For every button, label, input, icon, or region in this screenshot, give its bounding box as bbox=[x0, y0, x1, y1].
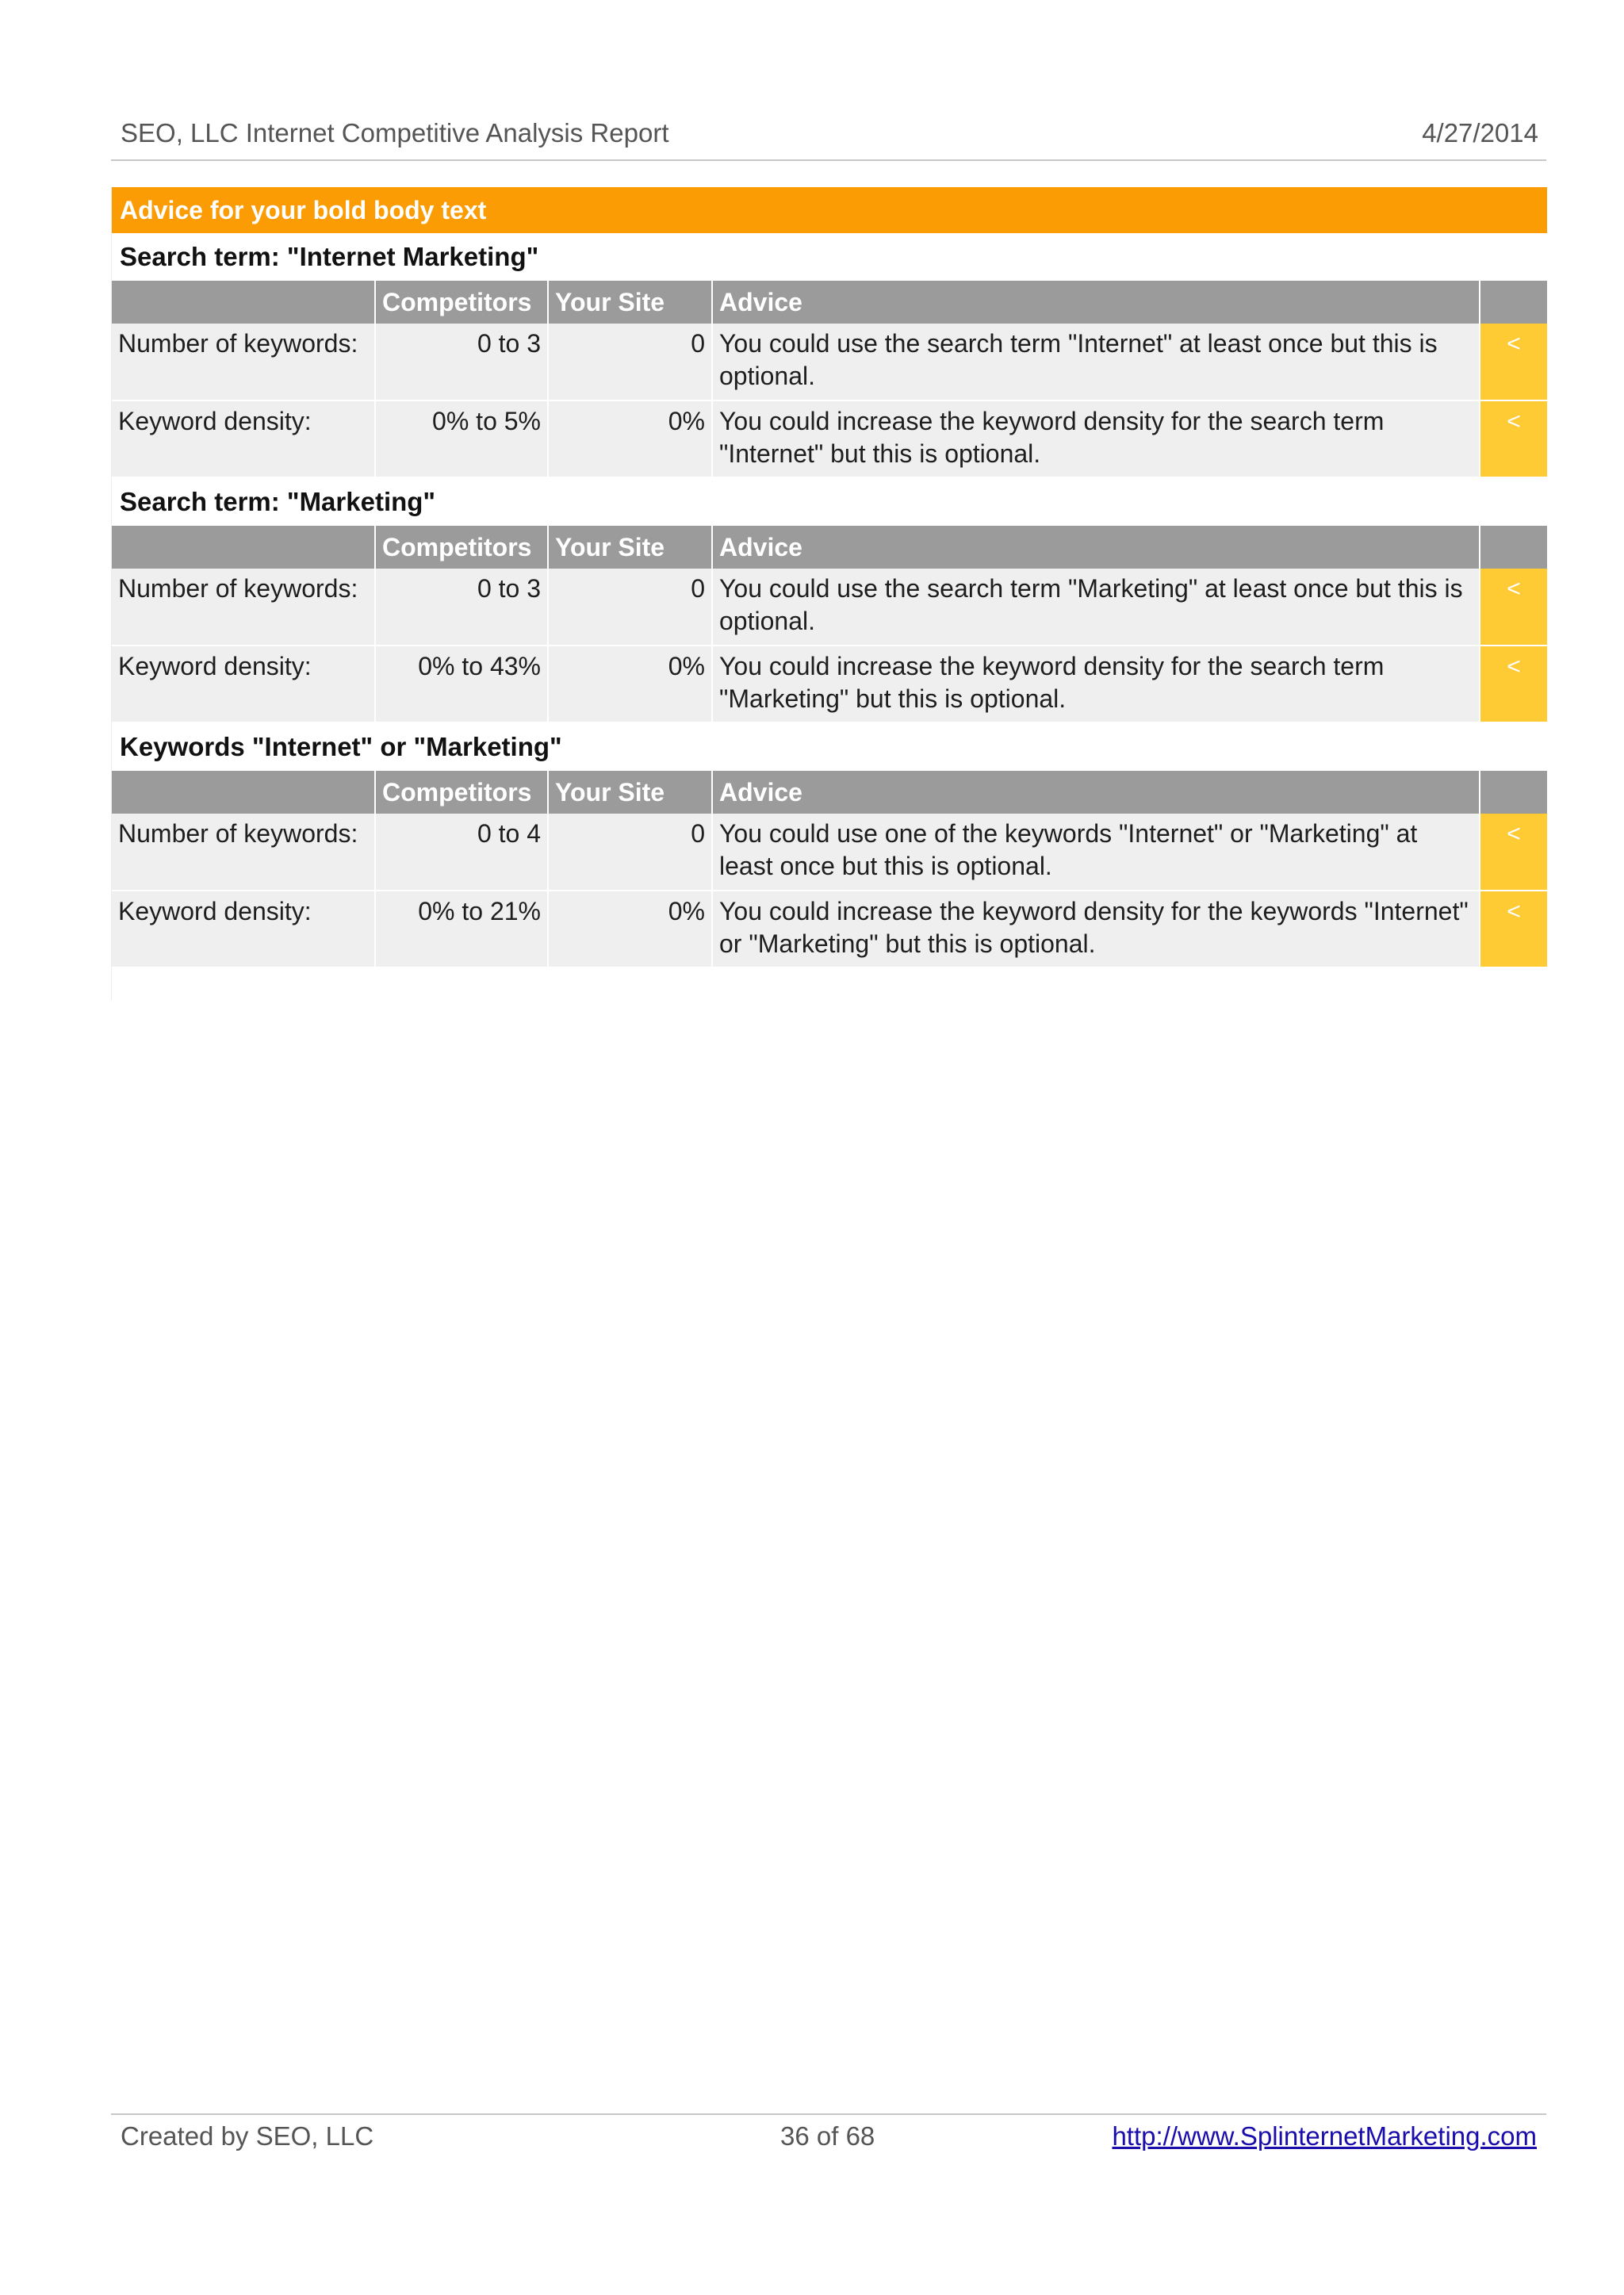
column-header-competitors: Competitors bbox=[375, 526, 548, 569]
column-header-label bbox=[112, 771, 375, 814]
row-label: Keyword density: bbox=[112, 646, 375, 722]
section-heading: Search term: "Marketing" bbox=[120, 487, 436, 516]
section-marketing bbox=[112, 478, 1547, 723]
column-header-flag bbox=[1480, 771, 1547, 814]
column-header-advice: Advice bbox=[712, 771, 1480, 814]
advice-text: You could increase the keyword density for the search term "Marketing" but this is optional. bbox=[712, 646, 1480, 722]
row-label: Number of keywords: bbox=[112, 324, 375, 400]
column-header-advice: Advice bbox=[712, 526, 1480, 569]
status-flag: < bbox=[1480, 400, 1547, 477]
table-row bbox=[112, 891, 1547, 967]
competitors-value: 0 to 4 bbox=[375, 814, 548, 891]
report-title: SEO, LLC Internet Competitive Analysis Report bbox=[121, 118, 669, 148]
section-internet-marketing bbox=[112, 233, 1547, 478]
page-footer bbox=[111, 2113, 1546, 2170]
page-number: 36 of 68 bbox=[780, 2121, 875, 2151]
table-header-row bbox=[112, 526, 1547, 569]
website-link[interactable]: http://www.SplinternetMarketing.com bbox=[1112, 2121, 1537, 2151]
metrics-table bbox=[112, 526, 1547, 723]
column-header-competitors: Competitors bbox=[375, 771, 548, 814]
status-flag: < bbox=[1480, 569, 1547, 646]
competitors-value: 0 to 3 bbox=[375, 569, 548, 646]
column-header-label bbox=[112, 281, 375, 324]
table-row bbox=[112, 646, 1547, 722]
your-site-value: 0% bbox=[548, 646, 712, 722]
advice-text: You could increase the keyword density for the keywords "Internet" or "Marketing" but this is optional. bbox=[712, 891, 1480, 967]
column-header-label bbox=[112, 526, 375, 569]
report-banner: Advice for your bold body text bbox=[112, 187, 1547, 233]
created-by-text: Created by SEO, LLC bbox=[121, 2121, 374, 2151]
column-header-your-site: Your Site bbox=[548, 771, 712, 814]
row-label: Number of keywords: bbox=[112, 569, 375, 646]
your-site-value: 0 bbox=[548, 324, 712, 400]
advice-text: You could use the search term "Internet" at least once but this is optional. bbox=[712, 324, 1480, 400]
row-label: Keyword density: bbox=[112, 400, 375, 477]
advice-text: You could use the search term "Marketing" at least once but this is optional. bbox=[712, 569, 1480, 646]
metrics-table bbox=[112, 281, 1547, 478]
table-row bbox=[112, 569, 1547, 646]
your-site-value: 0 bbox=[548, 569, 712, 646]
competitors-value: 0% to 43% bbox=[375, 646, 548, 722]
section-internet-or-marketing bbox=[112, 723, 1547, 968]
metrics-table bbox=[112, 771, 1547, 968]
table-header-row bbox=[112, 281, 1547, 324]
row-label: Keyword density: bbox=[112, 891, 375, 967]
table-row bbox=[112, 400, 1547, 477]
table-row bbox=[112, 324, 1547, 400]
section-heading: Keywords "Internet" or "Marketing" bbox=[120, 732, 562, 761]
report-panel bbox=[111, 187, 1547, 1000]
column-header-competitors: Competitors bbox=[375, 281, 548, 324]
status-flag: < bbox=[1480, 324, 1547, 400]
page-header bbox=[111, 115, 1546, 161]
status-flag: < bbox=[1480, 891, 1547, 967]
your-site-value: 0% bbox=[548, 891, 712, 967]
status-flag: < bbox=[1480, 814, 1547, 891]
section-heading: Search term: "Internet Marketing" bbox=[120, 242, 539, 271]
table-row bbox=[112, 814, 1547, 891]
competitors-value: 0% to 5% bbox=[375, 400, 548, 477]
column-header-your-site: Your Site bbox=[548, 281, 712, 324]
row-label: Number of keywords: bbox=[112, 814, 375, 891]
report-date: 4/27/2014 bbox=[1422, 118, 1538, 148]
your-site-value: 0% bbox=[548, 400, 712, 477]
column-header-your-site: Your Site bbox=[548, 526, 712, 569]
your-site-value: 0 bbox=[548, 814, 712, 891]
column-header-advice: Advice bbox=[712, 281, 1480, 324]
column-header-flag bbox=[1480, 526, 1547, 569]
advice-text: You could increase the keyword density for the search term "Internet" but this is optional. bbox=[712, 400, 1480, 477]
table-header-row bbox=[112, 771, 1547, 814]
status-flag: < bbox=[1480, 646, 1547, 722]
competitors-value: 0% to 21% bbox=[375, 891, 548, 967]
advice-text: You could use one of the keywords "Internet" or "Marketing" at least once but this is optional. bbox=[712, 814, 1480, 891]
column-header-flag bbox=[1480, 281, 1547, 324]
competitors-value: 0 to 3 bbox=[375, 324, 548, 400]
